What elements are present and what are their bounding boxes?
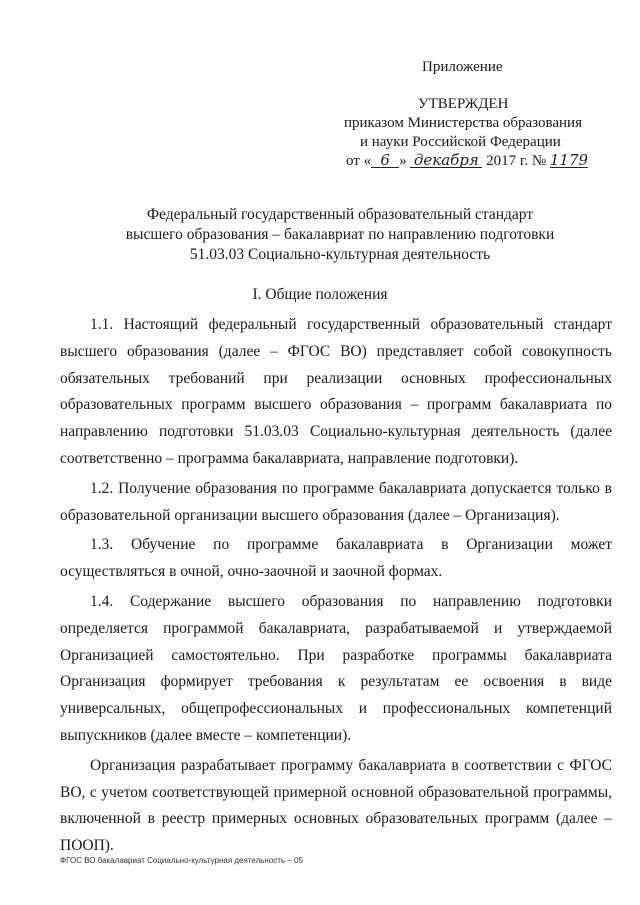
title-line-3: 51.03.03 Социально-культурная деятельность <box>189 246 491 263</box>
paragraph-1-3: 1.3. Обучение по программе бакалавриата в Организации может осуществляться в очной, очно-заочной и заочной формах. <box>60 536 612 581</box>
title-line-2: высшего образования – бакалавриат по направлению подготовки <box>125 226 555 243</box>
paragraph-1-1: 1.1. Настоящий федеральный государственный образовательный стандарт высшего образования (далее – ФГОС ВО) представляет собой совокупность обязательных требований при реализации основных профессиональных образовательных программ высшего образования – программ бакалавриата по направлению подготовки 51.03.03 Социально-культурная деятельность (далее соответственно – программа бакалавриата, направление подготовки). <box>60 316 612 467</box>
date-prefix: от « <box>346 153 372 169</box>
date-year: 2017 г. № <box>486 153 547 169</box>
date-day: 6 <box>371 153 399 168</box>
approved-label: УТВЕРЖДЕН <box>418 96 509 112</box>
paragraph-1-4: 1.4. Содержание высшего образования по направлению подготовки определяется программой бакалавриата, разрабатываемой и утверждаемой Организацией самостоятельно. При разработке программы бакалавриата Организация формирует требования к результатам ее освоения в виде универсальных, общепрофессиональных и профессиональных компетенций выпускников (далее вместе – компетенции). <box>60 592 612 744</box>
document-title <box>60 205 620 265</box>
approval-line-1: приказом Министерства образования <box>344 115 582 131</box>
section-heading: I. Общие положения <box>252 286 388 303</box>
title-line-1: Федеральный государственный образовательный стандарт <box>146 206 534 223</box>
document-body <box>60 312 612 863</box>
date-month: декабря <box>410 153 482 168</box>
annex-label: Приложение <box>422 59 503 75</box>
order-number: 1179 <box>549 151 589 169</box>
date-mid: » <box>399 153 407 169</box>
approval-line-2: и науки Российской Федерации <box>360 134 561 150</box>
page-footer: ФГОС ВО бакалавриат Социально-культурная деятельность – 05 <box>60 856 303 865</box>
paragraph-1-2: 1.2. Получение образования по программе бакалавриата допускается только в образовательной организации высшего образования (далее – Организация). <box>60 479 612 524</box>
paragraph-organization: Организация разрабатывает программу бакалавриата в соответствии с ФГОС ВО, с учетом соответствующей примерной основной образовательной программы, включенной в реестр примерных основных образовательных программ (далее – ПООП). <box>60 756 612 855</box>
approval-date-line <box>346 152 588 171</box>
